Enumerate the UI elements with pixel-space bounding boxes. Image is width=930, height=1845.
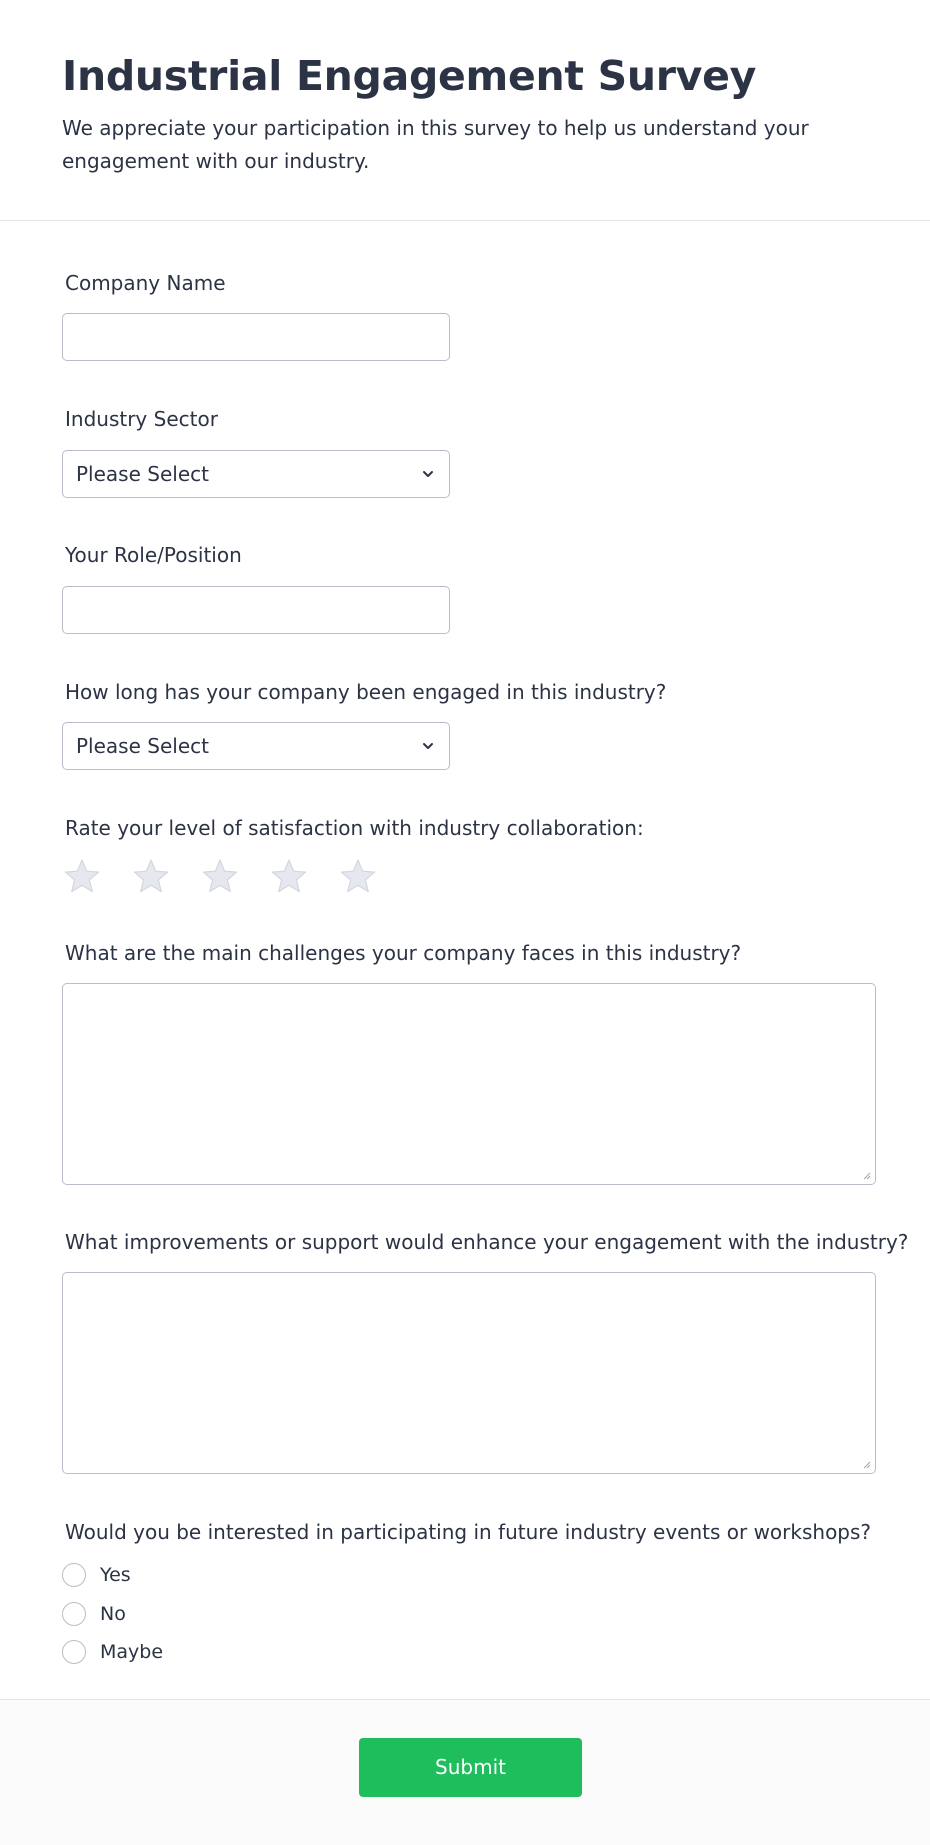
challenges-label: What are the main challenges your company faces in this industry?: [65, 941, 742, 965]
future-events-label: Would you be interested in participating in future industry events or workshops?: [65, 1520, 872, 1544]
radio-label-maybe: Maybe: [100, 1641, 164, 1663]
radio-button[interactable]: [62, 1563, 86, 1587]
engagement-duration-selected-value: Please Select: [76, 734, 209, 758]
industry-sector-selected-value: Please Select: [76, 462, 209, 486]
resize-grip-icon[interactable]: [861, 1459, 871, 1469]
engagement-duration-select[interactable]: [62, 722, 450, 770]
radio-button[interactable]: [62, 1602, 86, 1626]
chevron-down-icon: [420, 738, 436, 754]
role-input[interactable]: [62, 586, 450, 634]
company-name-input[interactable]: [62, 313, 450, 361]
radio-option-yes[interactable]: [62, 1561, 362, 1589]
challenges-textarea[interactable]: [62, 983, 876, 1185]
header-divider: [0, 220, 930, 221]
submit-button[interactable]: Submit: [359, 1738, 582, 1797]
form-header: [62, 40, 882, 178]
star-icon[interactable]: [62, 857, 102, 897]
industry-sector-select[interactable]: [62, 450, 450, 498]
industry-sector-label: Industry Sector: [65, 407, 218, 431]
radio-label-yes: Yes: [100, 1564, 131, 1586]
star-icon[interactable]: [131, 857, 171, 897]
page-subtitle: We appreciate your participation in this survey to help us understand your engagement with our industry.: [62, 116, 809, 173]
company-name-label: Company Name: [65, 271, 226, 295]
radio-option-maybe[interactable]: [62, 1638, 362, 1666]
page-title: Industrial Engagement Survey: [62, 52, 757, 100]
resize-grip-icon[interactable]: [861, 1170, 871, 1180]
star-icon[interactable]: [200, 857, 240, 897]
role-label: Your Role/Position: [65, 543, 242, 567]
chevron-down-icon: [420, 466, 436, 482]
star-icon[interactable]: [338, 857, 378, 897]
improvements-label: What improvements or support would enhance your engagement with the industry?: [65, 1230, 909, 1254]
radio-option-no[interactable]: [62, 1600, 362, 1628]
satisfaction-label: Rate your level of satisfaction with industry collaboration:: [65, 816, 644, 840]
improvements-textarea[interactable]: [62, 1272, 876, 1474]
star-rating: [62, 857, 382, 897]
radio-label-no: No: [100, 1603, 126, 1625]
star-icon[interactable]: [269, 857, 309, 897]
footer-divider: [0, 1699, 930, 1700]
engagement-duration-label: How long has your company been engaged in this industry?: [65, 680, 667, 704]
radio-button[interactable]: [62, 1640, 86, 1664]
